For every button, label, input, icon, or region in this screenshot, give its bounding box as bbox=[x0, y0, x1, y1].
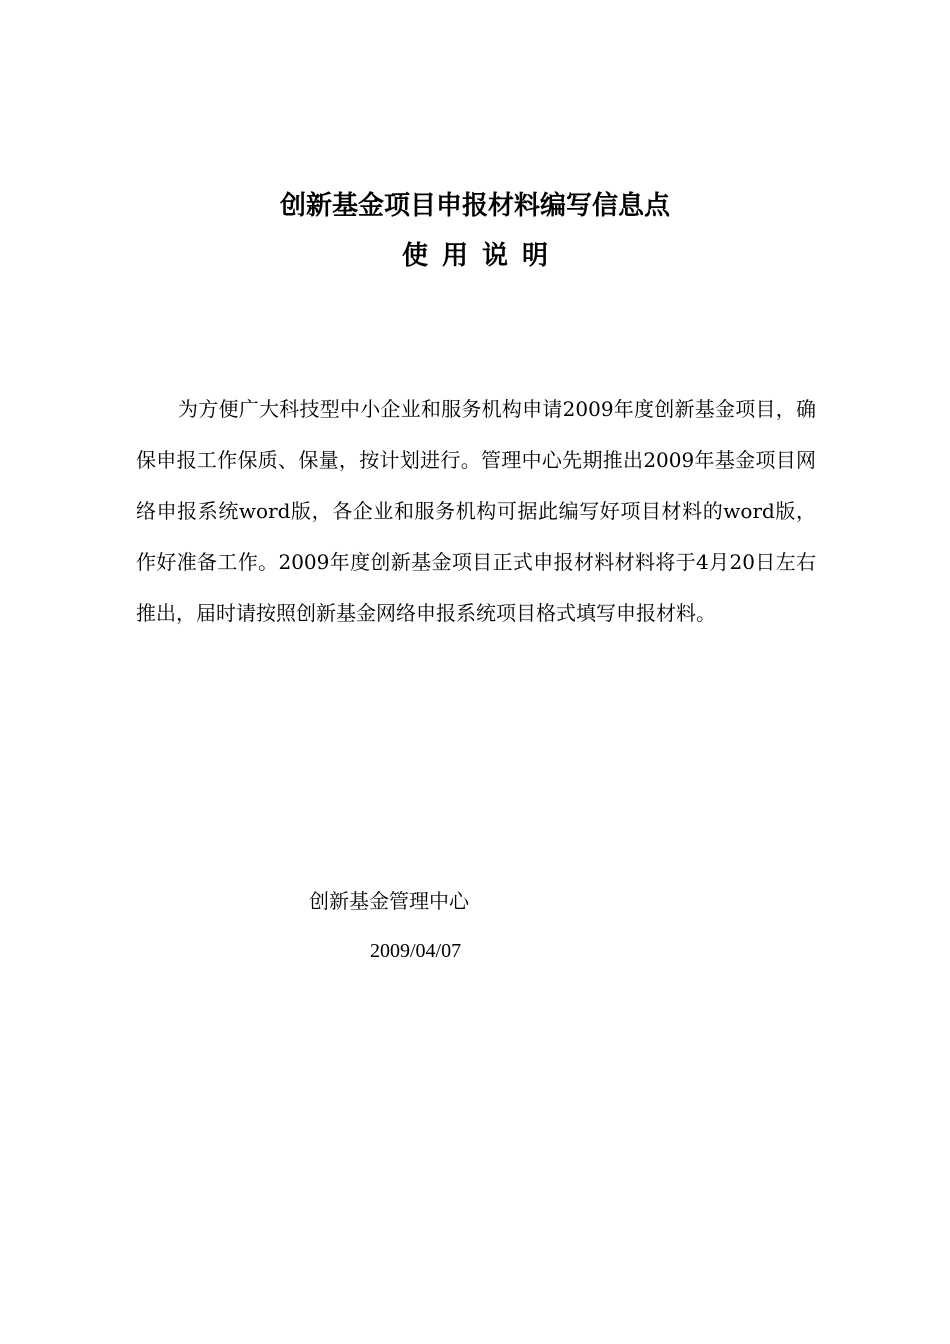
document-subtitle: 使用说明 bbox=[401, 241, 562, 271]
signature-date: 2009/04/07 bbox=[370, 940, 462, 962]
signature-organization: 创新基金管理中心 bbox=[309, 889, 469, 913]
document-title: 创新基金项目申报材料编写信息点 bbox=[279, 191, 670, 221]
body-paragraph: 为方便广大科技型中小企业和服务机构申请2009年度创新基金项目，确保申报工作保质、保量，按计划进行。管理中心先期推出2009年基金项目网络申报系统word版，各企业和服务机构可据此编写好项目材料的word版，作好准备工作。2009年度创新基金项目正式申报材料材料将于4月20日左右推出，届时请按照创新基金网络申报系统项目格式填写申报材料。 bbox=[136, 397, 816, 625]
